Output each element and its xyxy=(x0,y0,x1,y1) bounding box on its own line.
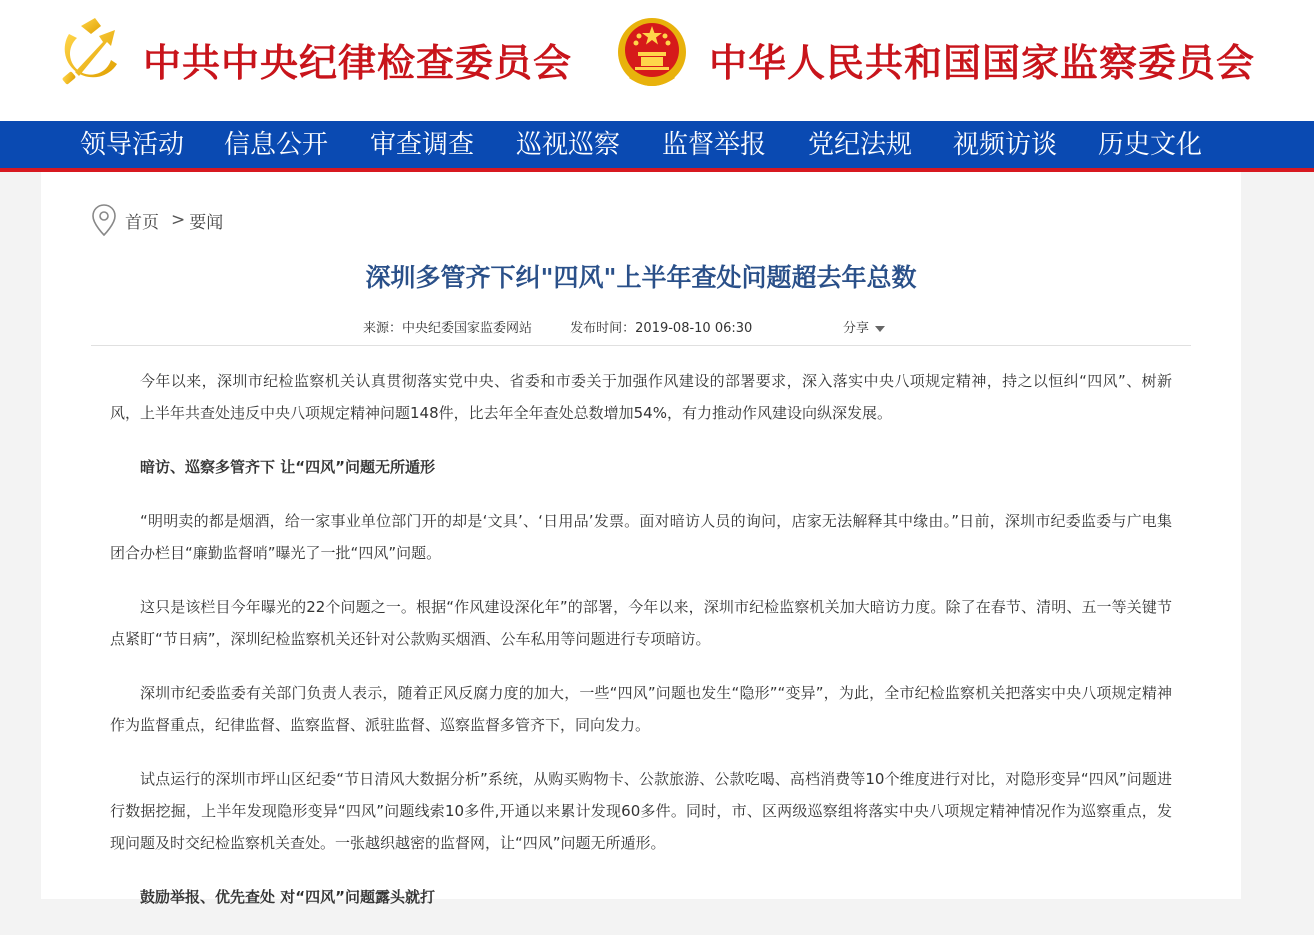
nav-item-history[interactable]: 历史文化 xyxy=(1098,130,1203,160)
nav-item-disclosure[interactable]: 信息公开 xyxy=(224,130,329,160)
divider xyxy=(91,345,1191,346)
breadcrumb xyxy=(91,202,223,238)
article-paragraph: 今年以来，深圳市纪检监察机关认真贯彻落实党中央、省委和市委关于加强作风建设的部署要求，深入落实中央八项规定精神，持之以恒纠“四风”、树新风，上半年共查处违反中央八项规定精神问题148件，比去年全年查处总数增加54%，有力推动作风建设向纵深发展。 xyxy=(110,372,1172,422)
article-time: 发布时间：2019-08-10 06:30 xyxy=(570,321,753,336)
share-label: 分享 xyxy=(843,321,870,336)
nsc-name: 中华人民共和国国家监察委员会 xyxy=(709,40,1256,85)
breadcrumb-current[interactable]: 要闻 xyxy=(189,212,224,233)
article-paragraph: 试点运行的深圳市坪山区纪委“节日清风大数据分析”系统，从购买购物卡、公款旅游、公款吃喝、高档消费等10个维度进行对比，对隐形变异“四风”问题进行数据挖掘，上半年发现隐形变异“四风”问题线索10多件,开通以来累计发现60多件。同时，市、区两级巡察组将落实中央八项规定精神情况作为巡察重点，发现问题及时交纪检监察机关查处。一张越织越密的监督网，让“四风”问题无所遁形。 xyxy=(110,770,1172,852)
breadcrumb-home[interactable]: 首页 xyxy=(125,212,159,233)
share-button[interactable] xyxy=(843,317,885,336)
breadcrumb-separator: > xyxy=(171,210,186,230)
article-source: 来源：中央纪委国家监委网站 xyxy=(363,321,533,336)
nav-item-reporting[interactable]: 监督举报 xyxy=(662,130,767,160)
article-meta xyxy=(363,317,752,336)
main-nav xyxy=(0,121,1314,172)
nav-item-leadership[interactable]: 领导活动 xyxy=(80,130,185,160)
nav-item-inspection[interactable]: 巡视巡察 xyxy=(516,130,621,160)
article-container xyxy=(41,172,1241,906)
article-paragraph: 深圳市纪委监委有关部门负责人表示，随着正风反腐力度的加大，一些“四风”问题也发生“隐形”“变异”，为此，全市纪检监察机关把落实中央八项规定精神作为监督重点，纪律监督、监察监督、派驻监督、巡察监督多管齐下，同向发力。 xyxy=(110,684,1172,734)
site-header xyxy=(0,0,1314,121)
article-subheading: 鼓励举报、优先查处 对“四风”问题露头就打 xyxy=(140,888,435,906)
article-title: 深圳多管齐下纠"四风"上半年查处问题超去年总数 xyxy=(365,263,917,292)
article-subheading: 暗访、巡察多管齐下 让“四风”问题无所遁形 xyxy=(140,458,435,476)
nav-item-regulations[interactable]: 党纪法规 xyxy=(808,130,913,160)
article-paragraph: 这只是该栏目今年曝光的22个问题之一。根据“作风建设深化年”的部署，今年以来，深圳市纪检监察机关加大暗访力度。除了在春节、清明、五一等关键节点紧盯“节日病”，深圳纪检监察机关还针对公款购买烟酒、公车私用等问题进行专项暗访。 xyxy=(110,598,1172,648)
chevron-down-icon xyxy=(875,326,885,332)
party-emblem-icon xyxy=(55,12,127,92)
nav-item-video[interactable]: 视频访谈 xyxy=(953,130,1058,160)
location-pin-icon xyxy=(91,203,117,237)
ccdi-name: 中共中央纪律检查委员会 xyxy=(143,40,573,85)
nav-item-investigation[interactable]: 审查调查 xyxy=(370,130,475,160)
national-emblem-icon xyxy=(615,12,689,94)
article-body xyxy=(110,365,1172,935)
ccdi-logo[interactable] xyxy=(55,10,575,110)
article-paragraph: “明明卖的都是烟酒，给一家事业单位部门开的却是‘文具’、‘日用品’发票。面对暗访人员的询问，店家无法解释其中缘由。”日前，深圳市纪委监委与广电集团合办栏目“廉勤监督哨”曝光了一批“四风”问题。 xyxy=(110,512,1172,562)
nsc-logo[interactable] xyxy=(615,10,1255,110)
